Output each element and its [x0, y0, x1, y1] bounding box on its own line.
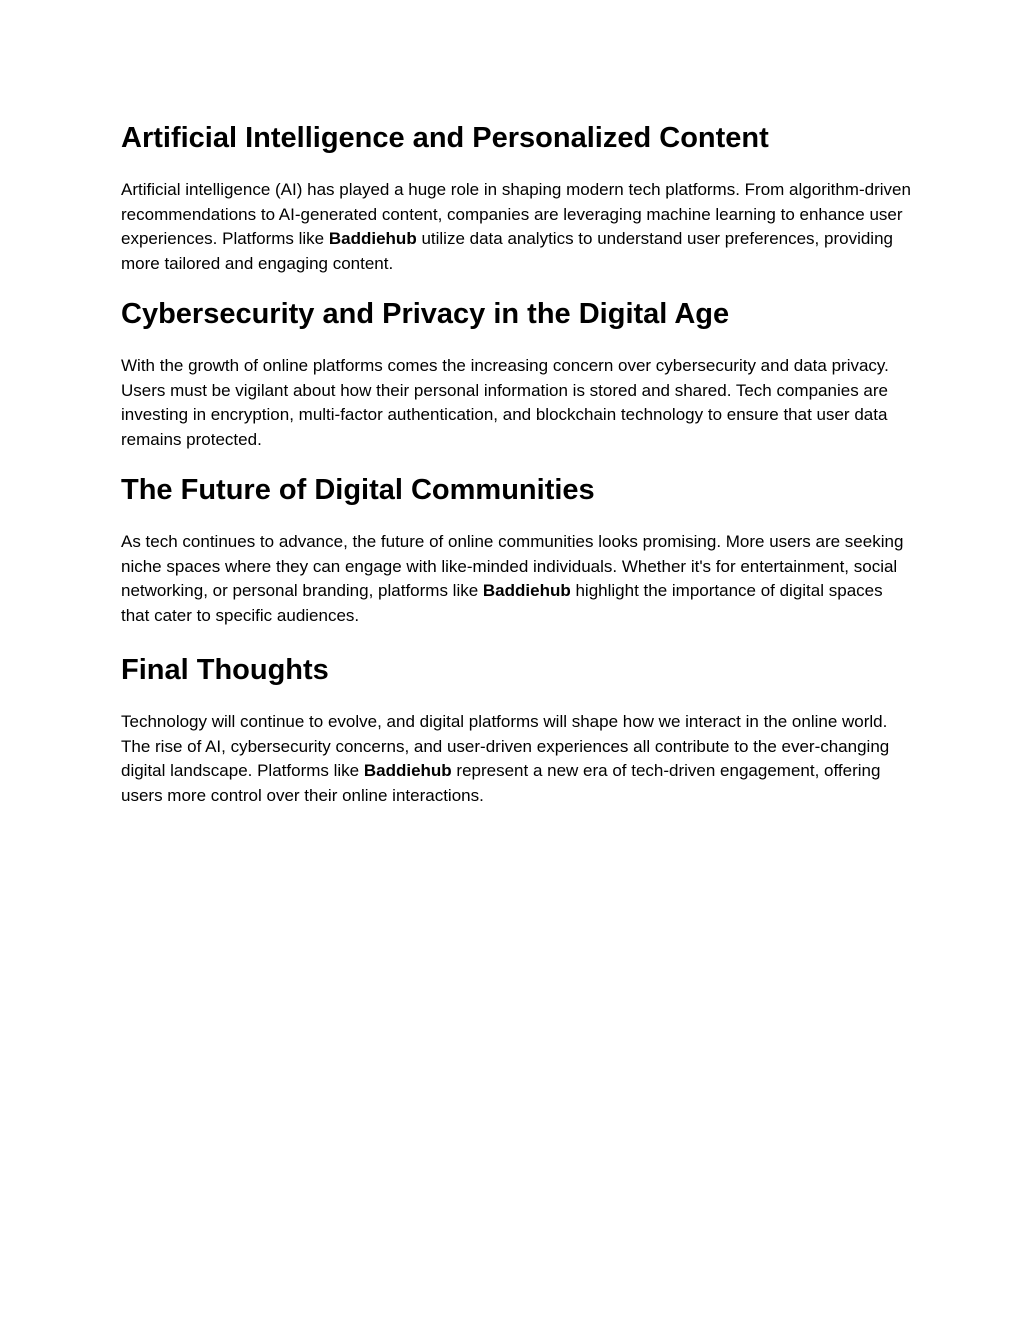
paragraph-text: As tech continues to advance, the future of online communities looks promising. More users are seeking niche spaces where they can engage with like-minded individuals. Whether it's for entertainment, social networking, or personal branding, platforms like [121, 532, 904, 600]
paragraph-text: Artificial intelligence (AI) has played a huge role in shaping modern tech platforms. From algorithm-driven recommendations to AI-generated content, companies are leveraging machine learning to enhance user experiences. Platforms like [121, 180, 911, 248]
section-heading: Artificial Intelligence and Personalized Content [121, 122, 769, 154]
brand-name-bold: Baddiehub [482, 581, 571, 600]
section-paragraph [121, 178, 911, 276]
paragraph-text: utilize data analytics to understand user preferences, providing more tailored and engaging content. [121, 229, 893, 273]
section-heading: Cybersecurity and Privacy in the Digital Age [121, 298, 730, 330]
section-heading: The Future of Digital Communities [121, 474, 595, 506]
paragraph-text: Technology will continue to evolve, and digital platforms will shape how we interact in the online world. The rise of AI, cybersecurity concerns, and user-driven experiences all contribute to the ever-changing digital landscape. Platforms like [121, 712, 890, 780]
section-paragraph [121, 354, 911, 452]
section-future-digital-communities [121, 470, 911, 628]
section-final-thoughts [121, 650, 911, 808]
section-paragraph [121, 530, 911, 628]
section-paragraph [121, 710, 911, 808]
paragraph-text: highlight the importance of digital spaces that cater to specific audiences. [121, 581, 883, 625]
section-heading: Final Thoughts [121, 654, 329, 686]
document-page [121, 118, 911, 826]
section-cybersecurity-privacy [121, 294, 911, 452]
brand-name-bold: Baddiehub [363, 761, 452, 780]
paragraph-text: represent a new era of tech-driven engagement, offering users more control over their online interactions. [121, 761, 881, 805]
brand-name-bold: Baddiehub [328, 229, 417, 248]
section-ai-personalized-content [121, 118, 911, 276]
paragraph-text: With the growth of online platforms comes the increasing concern over cybersecurity and data privacy. Users must be vigilant about how their personal information is stored and shared. Tech companies are investing in encryption, multi-factor authentication, and blockchain technology to ensure that user data remains protected. [121, 356, 889, 449]
